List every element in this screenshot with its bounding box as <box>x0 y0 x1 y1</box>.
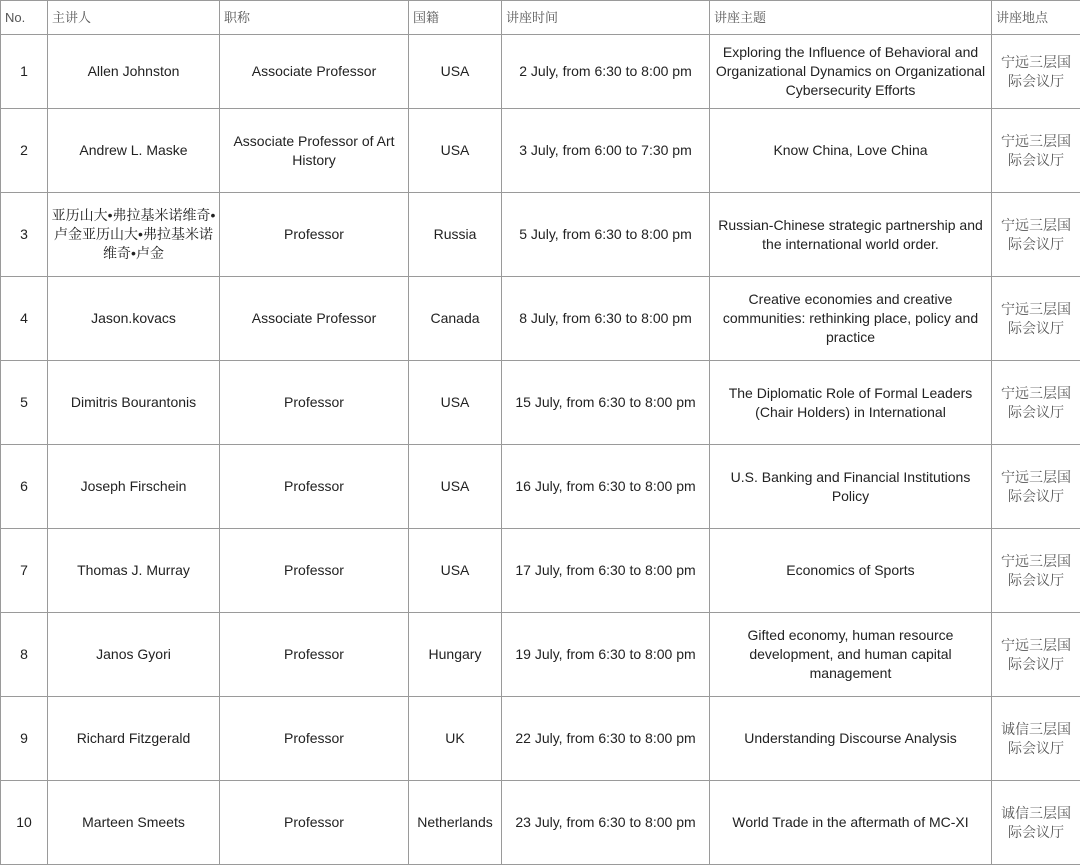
row-time: 22 July, from 6:30 to 8:00 pm <box>502 697 710 781</box>
row-title: Professor <box>220 529 409 613</box>
table-row <box>1 277 1080 361</box>
table-row <box>1 529 1080 613</box>
row-title: Professor <box>220 445 409 529</box>
row-nationality: Canada <box>409 277 502 361</box>
row-title: Associate Professor <box>220 35 409 109</box>
row-speaker: Allen Johnston <box>48 35 220 109</box>
row-no: 4 <box>1 277 48 361</box>
row-time: 17 July, from 6:30 to 8:00 pm <box>502 529 710 613</box>
row-time: 19 July, from 6:30 to 8:00 pm <box>502 613 710 697</box>
row-time: 5 July, from 6:30 to 8:00 pm <box>502 193 710 277</box>
row-topic: U.S. Banking and Financial Institutions Policy <box>710 445 992 529</box>
table-row <box>1 445 1080 529</box>
row-location: 宁远三层国际会议厅 <box>992 109 1080 193</box>
row-location: 宁远三层国际会议厅 <box>992 35 1080 109</box>
row-nationality: USA <box>409 529 502 613</box>
table-row <box>1 781 1080 865</box>
row-no: 2 <box>1 109 48 193</box>
row-no: 7 <box>1 529 48 613</box>
header-title: 职称 <box>220 1 409 35</box>
row-title: Associate Professor of Art History <box>220 109 409 193</box>
row-topic: Creative economies and creative communities: rethinking place, policy and practice <box>710 277 992 361</box>
row-speaker: Marteen Smeets <box>48 781 220 865</box>
row-topic: World Trade in the aftermath of MC-XI <box>710 781 992 865</box>
row-speaker: Thomas J. Murray <box>48 529 220 613</box>
row-topic: Gifted economy, human resource development, and human capital management <box>710 613 992 697</box>
row-location: 宁远三层国际会议厅 <box>992 613 1080 697</box>
row-title: Professor <box>220 781 409 865</box>
row-location: 宁远三层国际会议厅 <box>992 361 1080 445</box>
header-topic: 讲座主题 <box>710 1 992 35</box>
row-no: 8 <box>1 613 48 697</box>
row-title: Professor <box>220 361 409 445</box>
row-speaker: Dimitris Bourantonis <box>48 361 220 445</box>
row-speaker: Andrew L. Maske <box>48 109 220 193</box>
header-location: 讲座地点 <box>992 1 1080 35</box>
row-topic: Russian-Chinese strategic partnership and the international world order. <box>710 193 992 277</box>
table-row <box>1 193 1080 277</box>
row-location: 宁远三层国际会议厅 <box>992 529 1080 613</box>
row-nationality: Netherlands <box>409 781 502 865</box>
row-title: Associate Professor <box>220 277 409 361</box>
row-topic: Economics of Sports <box>710 529 992 613</box>
header-speaker: 主讲人 <box>48 1 220 35</box>
row-nationality: USA <box>409 35 502 109</box>
row-topic: Know China, Love China <box>710 109 992 193</box>
row-time: 23 July, from 6:30 to 8:00 pm <box>502 781 710 865</box>
row-nationality: USA <box>409 445 502 529</box>
row-location: 宁远三层国际会议厅 <box>992 277 1080 361</box>
row-no: 3 <box>1 193 48 277</box>
row-time: 3 July, from 6:00 to 7:30 pm <box>502 109 710 193</box>
row-nationality: Hungary <box>409 613 502 697</box>
row-nationality: UK <box>409 697 502 781</box>
row-nationality: USA <box>409 361 502 445</box>
row-topic: Exploring the Influence of Behavioral and Organizational Dynamics on Organizational Cybersecurity Efforts <box>710 35 992 109</box>
row-speaker: Janos Gyori <box>48 613 220 697</box>
row-speaker: Joseph Firschein <box>48 445 220 529</box>
row-time: 8 July, from 6:30 to 8:00 pm <box>502 277 710 361</box>
row-nationality: Russia <box>409 193 502 277</box>
row-no: 1 <box>1 35 48 109</box>
header-nationality: 国籍 <box>409 1 502 35</box>
row-time: 15 July, from 6:30 to 8:00 pm <box>502 361 710 445</box>
row-no: 10 <box>1 781 48 865</box>
header-time: 讲座时间 <box>502 1 710 35</box>
row-no: 9 <box>1 697 48 781</box>
row-title: Professor <box>220 193 409 277</box>
header-no: No. <box>1 1 48 35</box>
row-location: 宁远三层国际会议厅 <box>992 193 1080 277</box>
row-topic: Understanding Discourse Analysis <box>710 697 992 781</box>
row-speaker: Jason.kovacs <box>48 277 220 361</box>
row-no: 6 <box>1 445 48 529</box>
row-no: 5 <box>1 361 48 445</box>
row-time: 16 July, from 6:30 to 8:00 pm <box>502 445 710 529</box>
table-row <box>1 35 1080 109</box>
row-location: 宁远三层国际会议厅 <box>992 445 1080 529</box>
row-location: 诚信三层国际会议厅 <box>992 781 1080 865</box>
row-nationality: USA <box>409 109 502 193</box>
row-title: Professor <box>220 613 409 697</box>
table-row <box>1 109 1080 193</box>
table-row <box>1 613 1080 697</box>
table-row <box>1 361 1080 445</box>
table-row <box>1 697 1080 781</box>
row-topic: The Diplomatic Role of Formal Leaders (Chair Holders) in International <box>710 361 992 445</box>
row-title: Professor <box>220 697 409 781</box>
row-time: 2 July, from 6:30 to 8:00 pm <box>502 35 710 109</box>
row-speaker: 亚历山大•弗拉基米诺维奇•卢金亚历山大•弗拉基米诺维奇•卢金 <box>48 193 220 277</box>
header-row <box>1 1 1080 35</box>
row-location: 诚信三层国际会议厅 <box>992 697 1080 781</box>
row-speaker: Richard Fitzgerald <box>48 697 220 781</box>
